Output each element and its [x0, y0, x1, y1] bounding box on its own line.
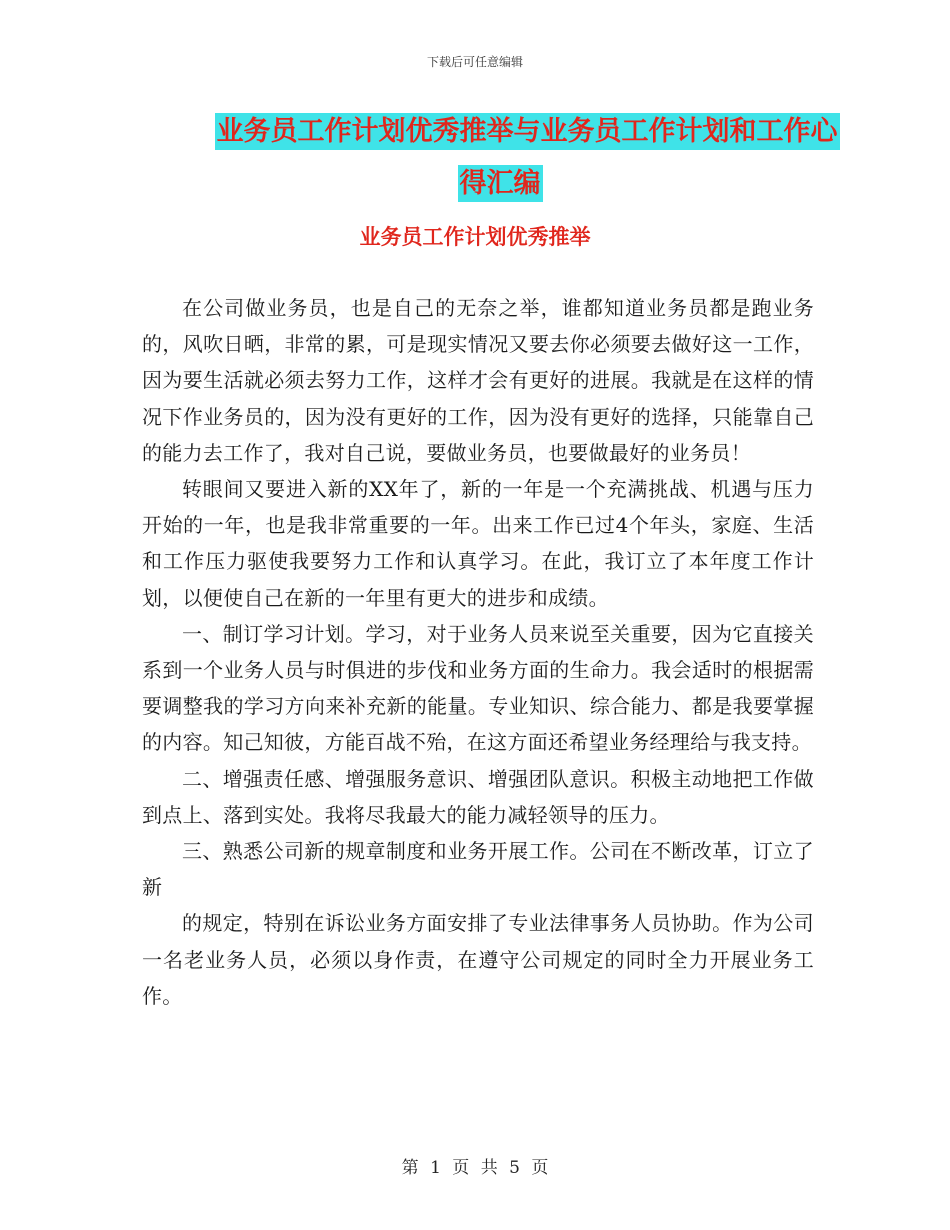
- document-title: [140, 106, 860, 210]
- header-note: 下载后可任意编辑: [426, 55, 523, 69]
- paragraph: 三、熟悉公司新的规章制度和业务开展工作。公司在不断改革，订立了新: [142, 839, 814, 900]
- paragraph: 的规定，特别在诉讼业务方面安排了专业法律事务人员协助。作为公司一名老业务人员，必须以身作责，在遵守公司规定的同时全力开展业务工作。: [142, 911, 814, 1008]
- title-line-1: 业务员工作计划优秀推举与业务员工作计划和工作心: [215, 113, 840, 150]
- paragraph: 在公司做业务员，也是自己的无奈之举，谁都知道业务员都是跑业务的，风吹日晒，非常的累，可是现实情况又要去你必须要去做好这一工作，因为要生活就必须去努力工作，这样才会有更好的进展。我就是在这样的情况下作业务员的，因为没有更好的工作，因为没有更好的选择，只能靠自己的能力去工作了，我对自己说，要做业务员，也要做最好的业务员！: [142, 296, 814, 465]
- title-line-2: 得汇编: [458, 165, 543, 202]
- paragraph: 转眼间又要进入新的XX年了，新的一年是一个充满挑战、机遇与压力开始的一年，也是我非常重要的一年。出来工作已过4个年头，家庭、生活和工作压力驱使我要努力工作和认真学习。在此，我订立了本年度工作计划，以便使自己在新的一年里有更大的进步和成绩。: [142, 477, 814, 610]
- paragraph: 一、制订学习计划。学习，对于业务人员来说至关重要，因为它直接关系到一个业务人员与时俱进的步伐和业务方面的生命力。我会适时的根据需要调整我的学习方向来补充新的能量。专业知识、综合能力、都是我要掌握的内容。知己知彼，方能百战不殆，在这方面还希望业务经理给与我支持。: [142, 621, 814, 755]
- section-title: 业务员工作计划优秀推举: [359, 225, 591, 249]
- paragraph: 二、增强责任感、增强服务意识、增强团队意识。积极主动地把工作做到点上、落到实处。我将尽我最大的能力减轻领导的压力。: [142, 766, 814, 827]
- body-text: [142, 290, 814, 1014]
- page-footer: 第 1 页 共 5 页: [401, 1158, 549, 1178]
